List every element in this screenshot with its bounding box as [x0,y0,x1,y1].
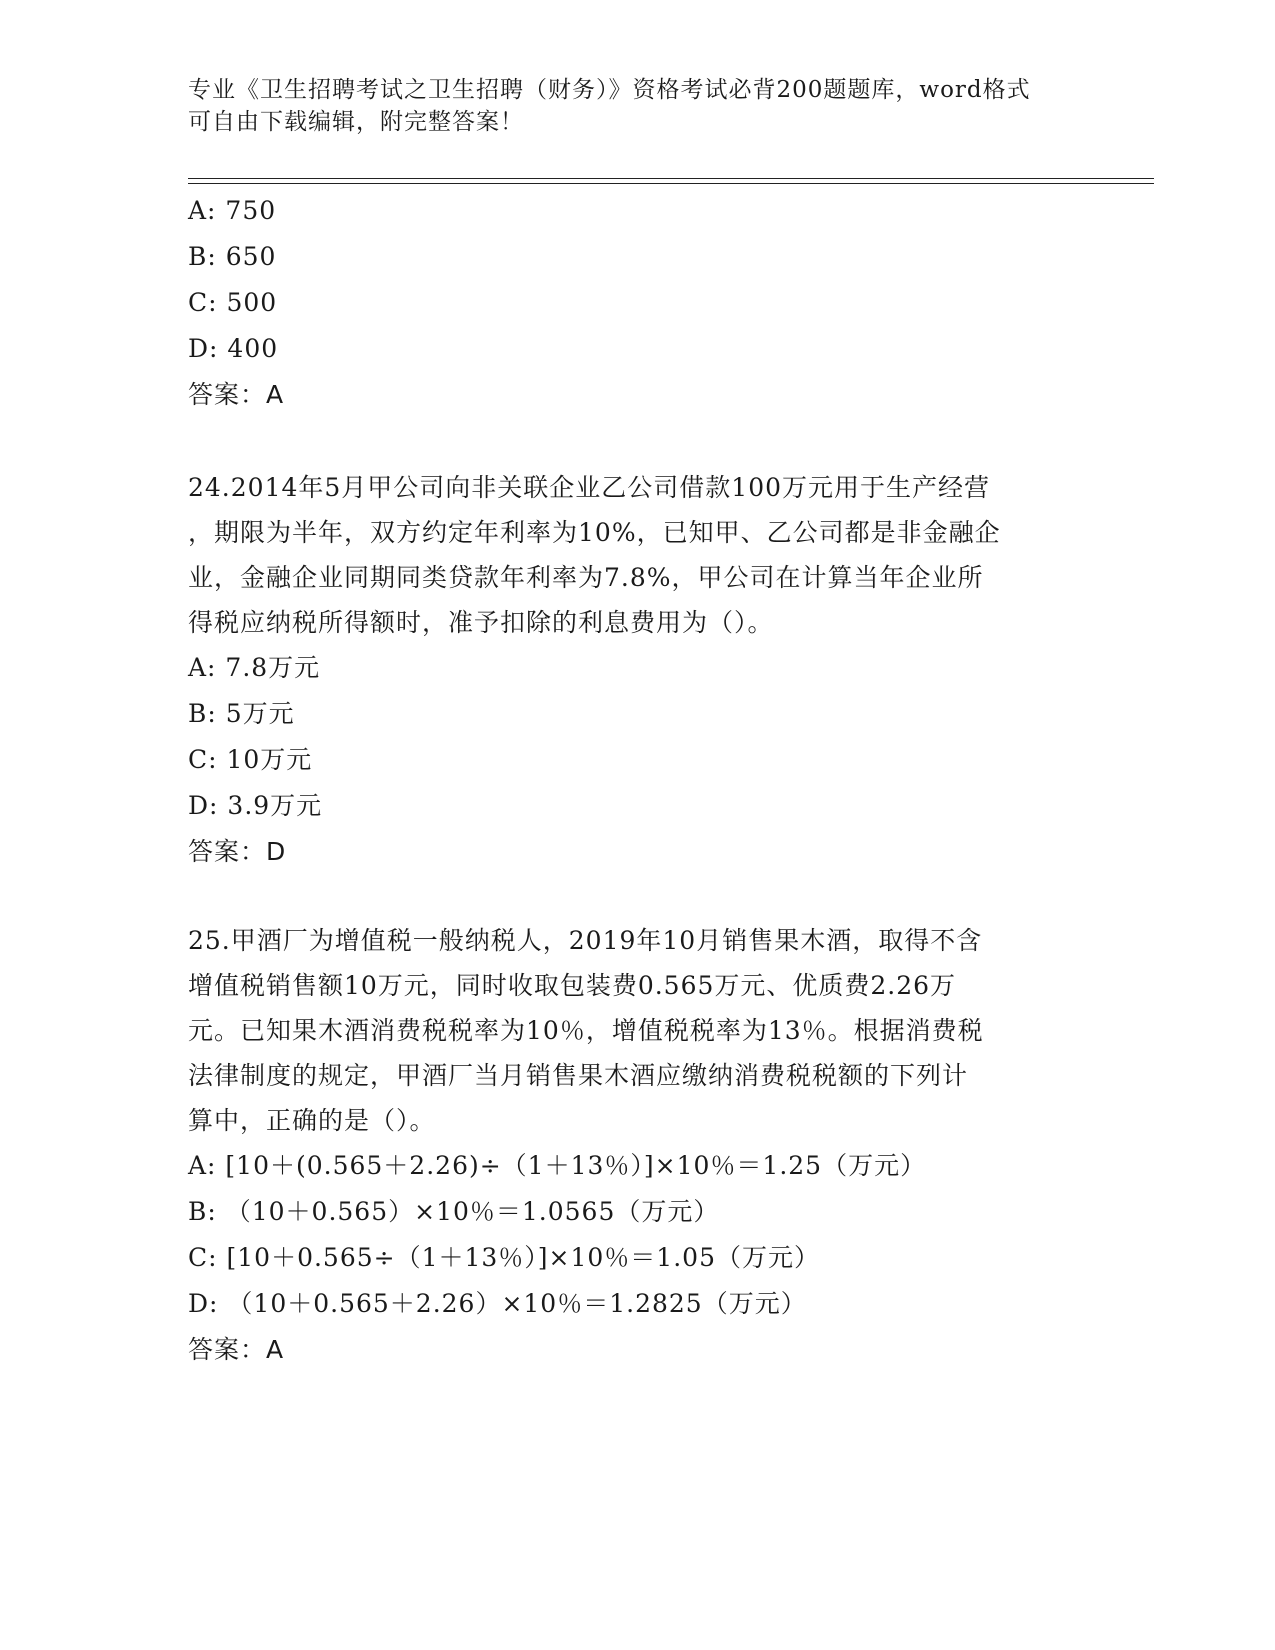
stem-line: 算中，正确的是（）。 [188,1106,436,1135]
header-divider-bottom [188,183,1154,184]
header-divider-top [188,178,1154,179]
stem-line: 法律制度的规定，甲酒厂当月销售果木酒应缴纳消费税税额的下列计 [188,1061,969,1090]
answer: 答案：A [188,380,285,409]
option-c: C: [10＋0.565÷（1＋13％）]×10％＝1.05（万元） [188,1243,820,1272]
header-line-1: 专业《卫生招聘考试之卫生招聘（财务）》资格考试必背200题题库，word格式 [188,77,1031,103]
document-header [188,74,1068,138]
option-a: A: 7.8万元 [188,653,321,682]
option-c: C: 500 [188,288,278,317]
answer: 答案：A [188,1335,285,1364]
stem-line: 业，金融企业同期同类贷款年利率为7.8%，甲公司在计算当年企业所 [188,563,984,592]
question-25 [188,918,1088,1373]
header-line-2: 可自由下载编辑，附完整答案！ [188,109,524,135]
stem-line: ，期限为半年，双方约定年利率为10%，已知甲、乙公司都是非金融企 [188,518,1001,547]
question-stem [188,918,1088,1143]
question-23 [188,188,1088,418]
answer: 答案：D [188,837,287,866]
option-b: B: （10＋0.565）×10％＝1.0565（万元） [188,1197,720,1226]
question-stem [188,465,1088,645]
stem-line: 25.甲酒厂为增值税一般纳税人，2019年10月销售果木酒，取得不含 [188,926,983,955]
option-d: D: （10＋0.565＋2.26）×10％＝1.2825（万元） [188,1289,807,1318]
option-c: C: 10万元 [188,745,313,774]
option-b: B: 650 [188,242,277,271]
option-b: B: 5万元 [188,699,295,728]
stem-line: 元。已知果木酒消费税税率为10％，增值税税率为13％。根据消费税 [188,1016,984,1045]
option-d: D: 3.9万元 [188,791,323,820]
option-a: A: 750 [188,196,277,225]
stem-line: 得税应纳税所得额时，准予扣除的利息费用为（）。 [188,608,774,637]
option-a: A: [10＋(0.565＋2.26)÷（1＋13％）]×10％＝1.25（万元） [188,1151,927,1180]
option-d: D: 400 [188,334,279,363]
stem-line: 24.2014年5月甲公司向非关联企业乙公司借款100万元用于生产经营 [188,473,991,502]
question-24 [188,465,1088,875]
stem-line: 增值税销售额10万元，同时收取包装费0.565万元、优质费2.26万 [188,971,957,1000]
